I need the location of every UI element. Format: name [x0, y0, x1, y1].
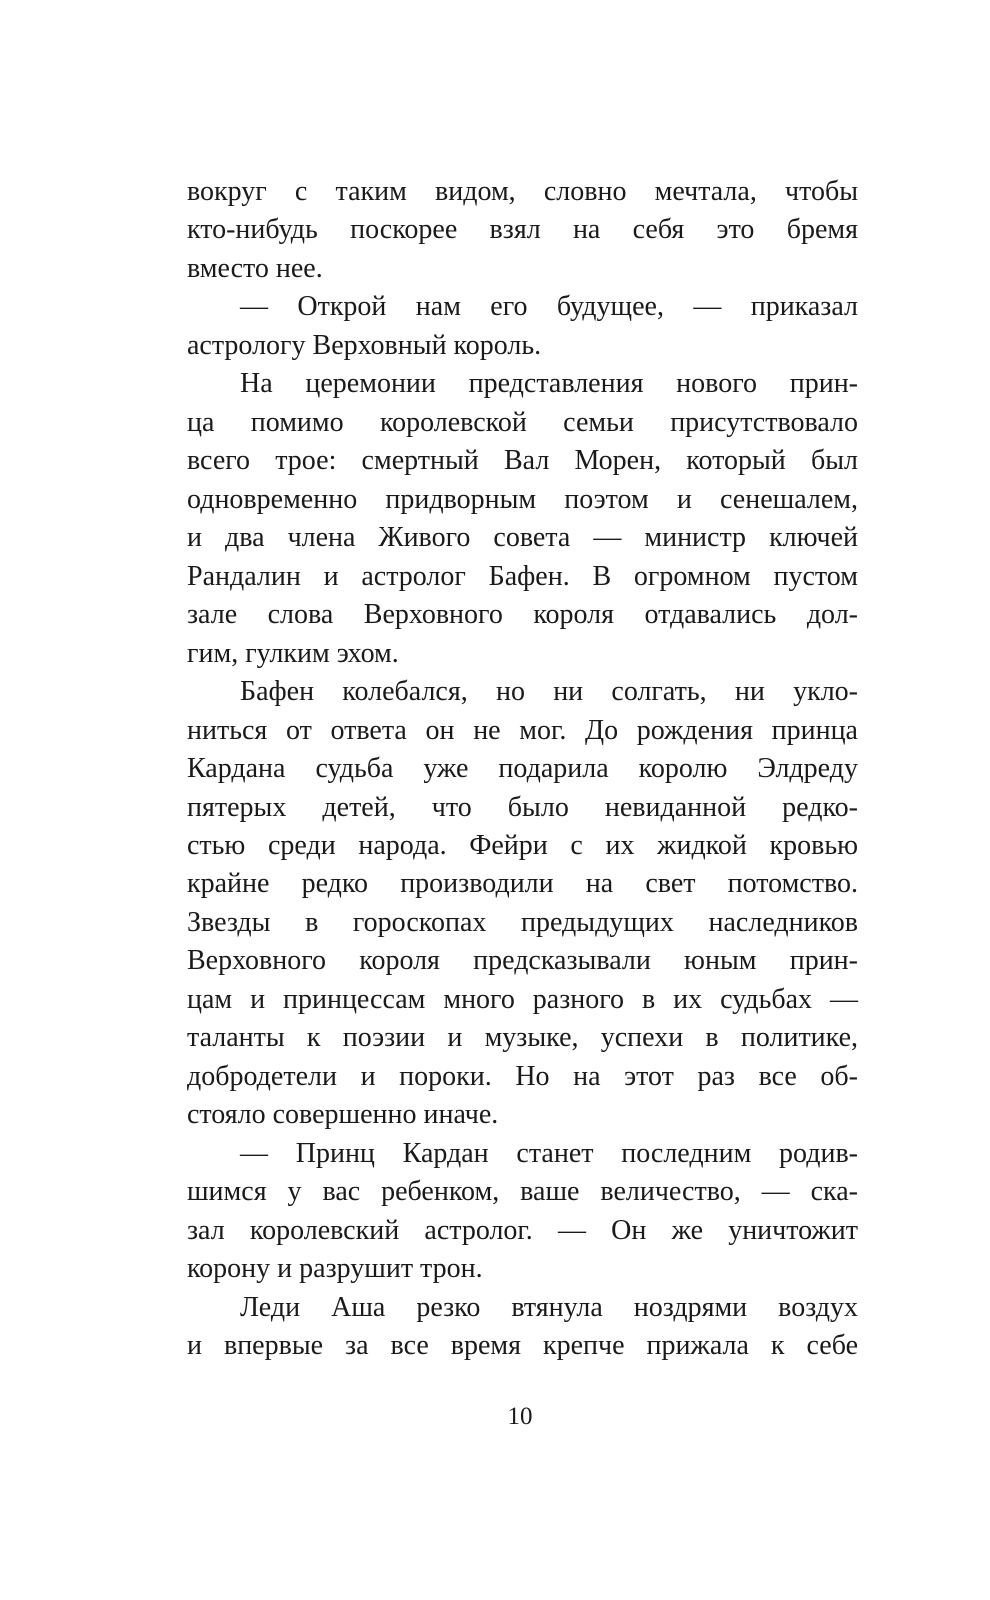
text-line: корону и разрушит трон.: [187, 1253, 483, 1285]
text-line: всего трое: смертный Вал Морен, который был: [187, 445, 858, 477]
text-line: На церемонии представления нового прин-: [240, 368, 858, 400]
text-line: — Принц Кардан станет последним родив-: [240, 1137, 858, 1169]
text-line: и два члена Живого совета — министр ключей: [187, 522, 858, 554]
text-line: зал королевский астролог. — Он же уничтожит: [187, 1214, 858, 1246]
text-line: ца помимо королевской семьи присутствовало: [187, 406, 858, 438]
text-line: стояло совершенно иначе.: [187, 1099, 499, 1131]
text-line: Кардана судьба уже подарила королю Элдреду: [187, 753, 858, 785]
text-line: ниться от ответа он не мог. До рождения принца: [187, 714, 858, 746]
text-line: цам и принцессам много разного в их судьбах —: [187, 983, 858, 1015]
page-number: 10: [507, 1403, 533, 1430]
text-line: кто-нибудь поскорее взял на себя это бремя: [187, 214, 858, 246]
text-line: шимся у вас ребенком, ваше величество, — ска-: [187, 1176, 858, 1208]
text-line: Верховного короля предсказывали юным прин-: [187, 945, 858, 977]
text-line: и впервые за все время крепче прижала к себе: [187, 1330, 858, 1362]
text-line: астрологу Верховный король.: [187, 329, 542, 361]
text-line: стью среди народа. Фейри с их жидкой кровью: [187, 829, 858, 861]
text-line: — Открой нам его будущее, — приказал: [240, 291, 858, 323]
text-line: Бафен колебался, но ни солгать, ни укло-: [240, 676, 858, 708]
text-line: вокруг с таким видом, словно мечтала, чтобы: [187, 176, 858, 207]
text-line: Звезды в гороскопах предыдущих наследников: [187, 906, 858, 938]
text-line: таланты к поэзии и музыке, успехи в политике,: [187, 1022, 858, 1054]
text-line: крайне редко производили на свет потомство.: [187, 868, 858, 900]
text-line: гим, гулким эхом.: [187, 637, 399, 669]
text-line: добродетели и пороки. Но на этот раз все об-: [187, 1060, 858, 1092]
text-line: Рандалин и астролог Бафен. В огромном пустом: [187, 560, 858, 592]
page-text: [187, 173, 858, 1366]
text-line: одновременно придворным поэтом и сенешалем,: [187, 483, 858, 515]
text-line: Леди Аша резко втянула ноздрями воздух: [240, 1291, 858, 1323]
text-line: пятерых детей, что было невиданной редко-: [187, 791, 858, 823]
text-line: вместо нее.: [187, 252, 323, 284]
text-line: зале слова Верховного короля отдавались дол-: [187, 599, 858, 631]
